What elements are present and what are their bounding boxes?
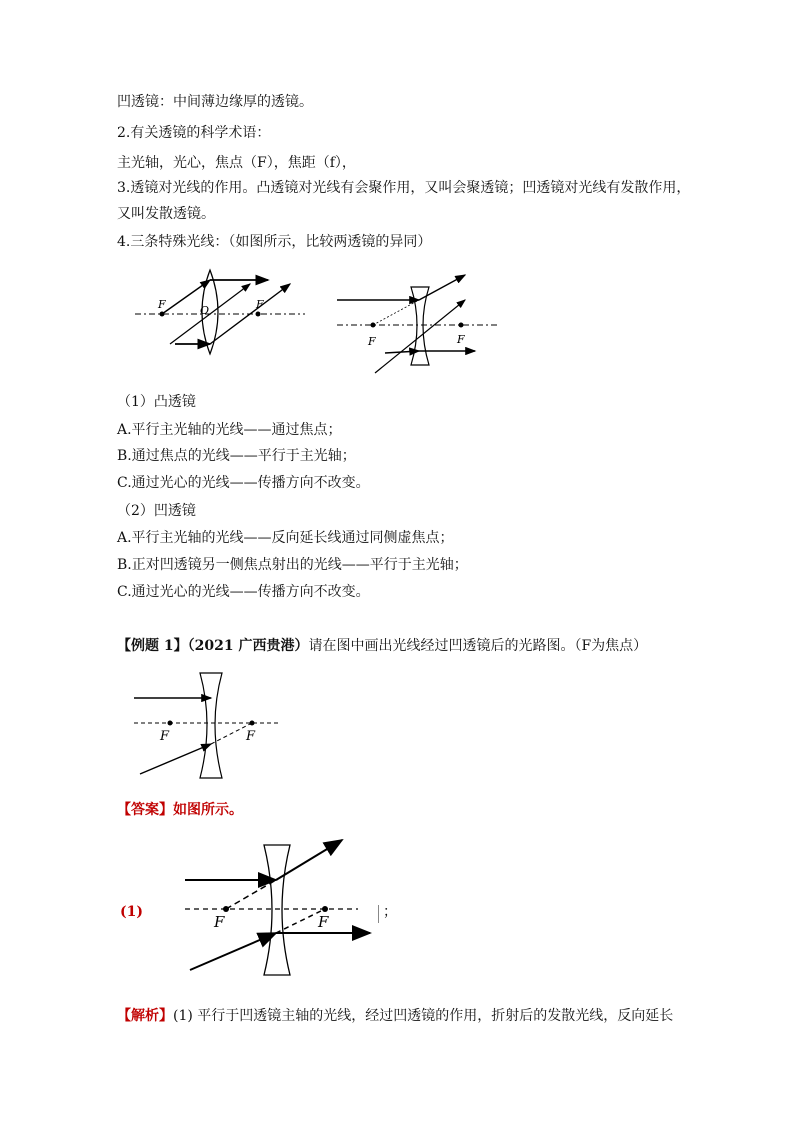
convex-rule-b: B.通过焦点的光线——平行于主光轴；	[117, 448, 356, 464]
focus-point-right	[256, 312, 261, 317]
text-lens-effect-cont: 又叫发散透镜。	[117, 206, 215, 222]
question-figure	[132, 668, 282, 783]
optical-center-label: O	[200, 304, 210, 317]
focus-label-right: F	[246, 729, 256, 744]
text-lens-effect: 3.透镜对光线的作用。凸透镜对光线有会聚作用，又叫会聚透镜；凹透镜对光线有发散作用，	[117, 180, 691, 196]
answer-text: 如图所示。	[173, 802, 243, 818]
example-question	[117, 636, 647, 656]
text-terms-heading: 2.有关透镜的科学术语：	[117, 125, 271, 141]
text-concave-definition: 凹透镜：中间薄边缘厚的透镜。	[117, 94, 313, 110]
focus-label-left: F	[368, 335, 376, 348]
answer-line	[117, 800, 243, 820]
concave-lens-shape	[264, 845, 290, 975]
convex-rule-a: A.平行主光轴的光线——通过焦点；	[117, 422, 342, 438]
answer-item-label: (1)	[120, 904, 143, 920]
concave-lens-shape	[200, 673, 222, 778]
answer-tag: 【答案】	[117, 802, 173, 818]
example-question-text: 请在图中画出光线经过凹透镜后的光路图。（F为焦点）	[308, 638, 648, 654]
answer-figure	[180, 835, 380, 980]
focus-label-right: F	[457, 333, 465, 346]
text-special-rays-heading: 4.三条特殊光线：（如图所示，比较两透镜的异同）	[117, 234, 432, 250]
convex-rule-c: C.通过光心的光线——传播方向不改变。	[117, 475, 370, 491]
focus-label-right: F	[318, 913, 329, 931]
analysis-tag: 【解析】	[117, 1008, 173, 1024]
example-source: （2021 广西贵港）	[187, 638, 309, 654]
convex-lens-diagram	[130, 262, 310, 362]
concave-lens-diagram	[335, 265, 500, 377]
concave-rule-c: C.通过光心的光线——传播方向不改变。	[117, 584, 370, 600]
focus-label-left: F	[214, 913, 225, 931]
text-terms: 主光轴，光心，焦点（F），焦距（f），	[117, 155, 356, 171]
answer-item-suffix: ；	[383, 904, 397, 920]
example-tag: 【例题 1】	[117, 638, 188, 654]
concave-rule-a: A.平行主光轴的光线——反向延长线通过同侧虚焦点；	[117, 530, 454, 546]
concave-heading: （2）凹透镜	[117, 503, 196, 519]
focus-label-left: F	[158, 298, 166, 311]
concave-rule-b: B.正对凹透镜另一侧焦点射出的光线——平行于主光轴；	[117, 557, 468, 573]
analysis-text: (1) 平行于凹透镜主轴的光线，经过凹透镜的作用，折射后的发散光线，反向延长	[173, 1008, 674, 1024]
convex-heading: （1）凸透镜	[117, 394, 196, 410]
focus-label-left: F	[160, 729, 170, 744]
focus-label-right: F	[256, 298, 264, 311]
analysis-line	[117, 1006, 673, 1026]
divider	[378, 905, 379, 923]
